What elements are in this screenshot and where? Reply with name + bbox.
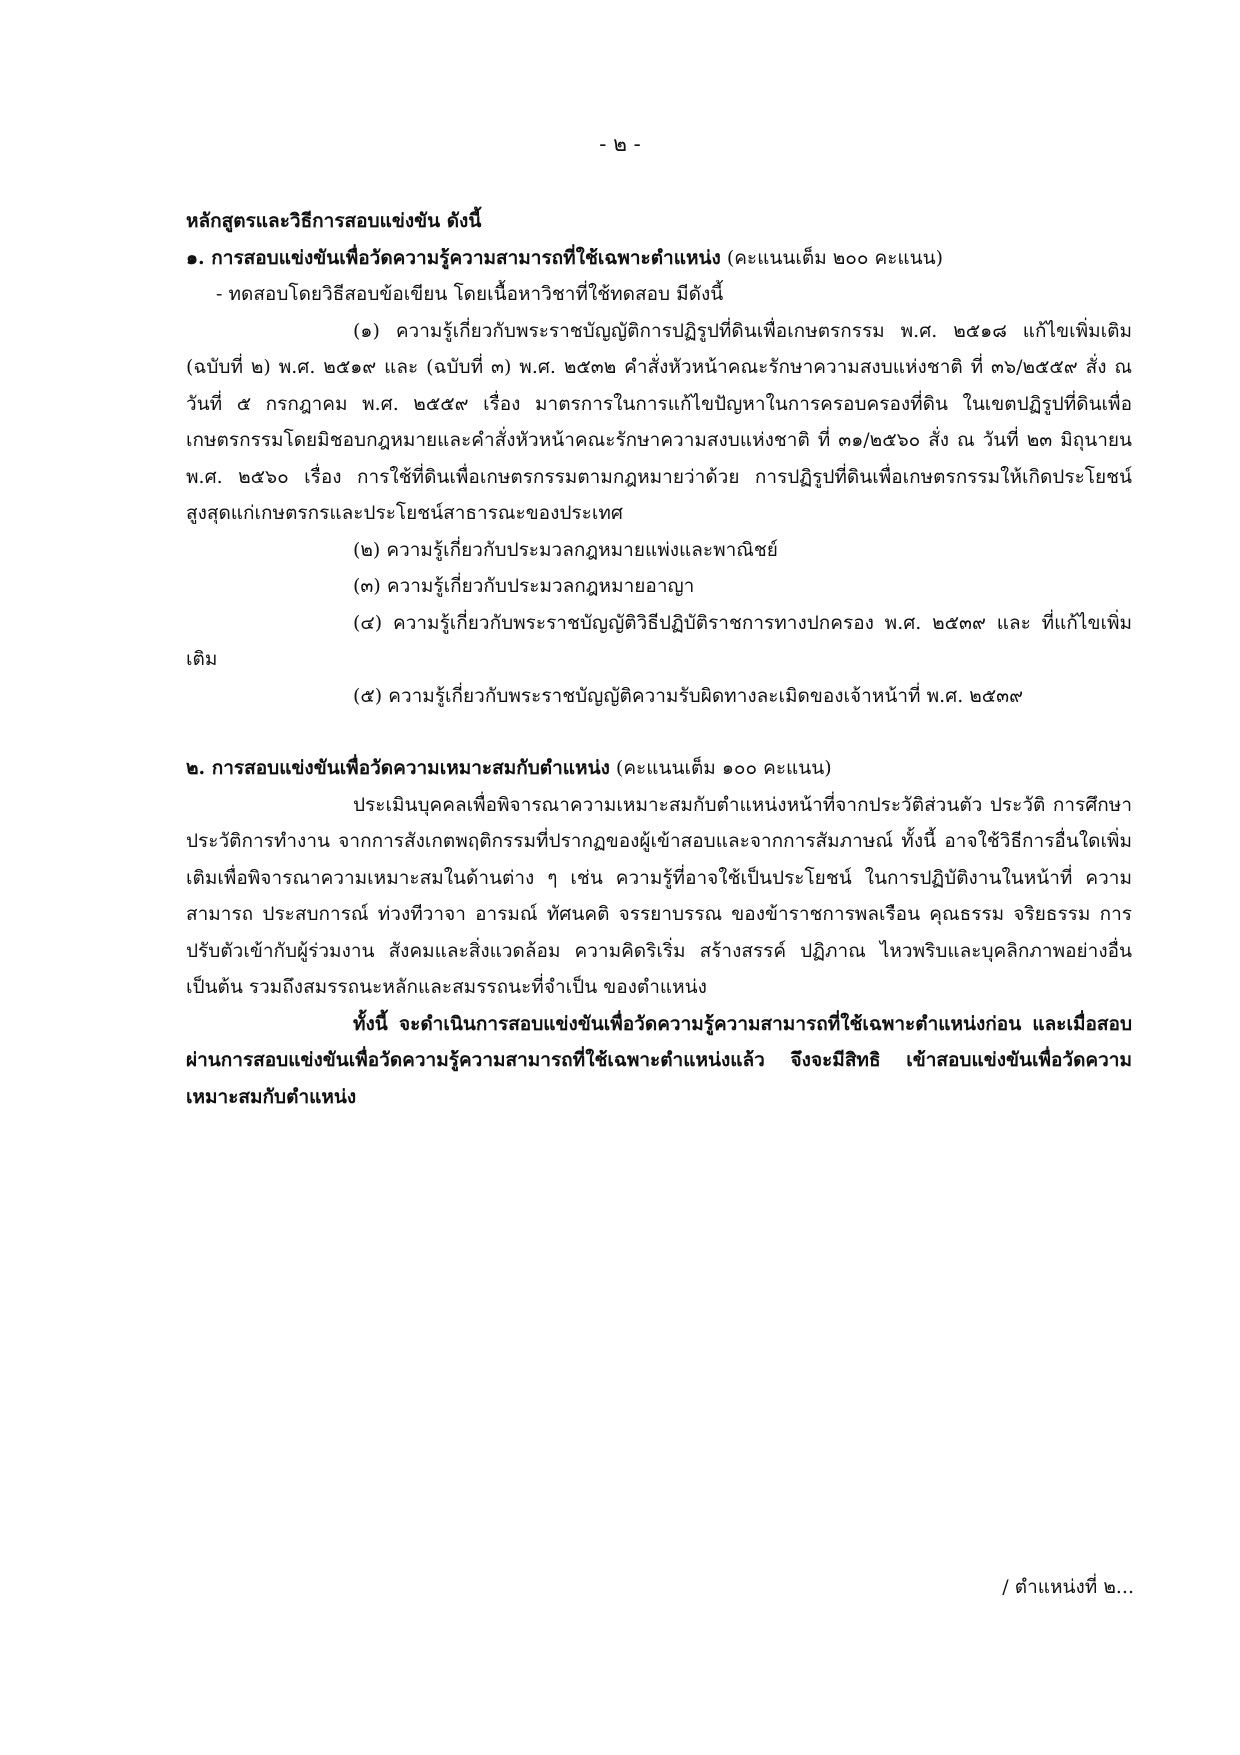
section1-item1: (๑) ความรู้เกี่ยวกับพระราชบัญญัติการปฏิรูปที่ดินเพื่อเกษตรกรรม พ.ศ. ๒๕๑๘ แก้ไขเพิ่มเติม (ฉบับที่ ๒) พ.ศ. ๒๕๑๙ และ (ฉบับที่ ๓) พ.ศ. ๒๕๓๒ คำสั่งหัวหน้าคณะรักษาความสงบแห่งชาติ ที่ ๓๖/๒๕๕๙ สั่ง ณ วันที่ ๕ กรกฎาคม พ.ศ. ๒๕๕๙ เรื่อง มาตรการในการแก้ไขปัญหาในการครอบครองที่ดิน ในเขตปฏิรูปที่ดินเพื่อเกษตรกรรมโดยมิชอบกฎหมายและคำสั่งหัวหน้าคณะรักษาความสงบแห่งชาติ ที่ ๓๑/๒๕๖๐ สั่ง ณ วันที่ ๒๓ มิถุนายน พ.ศ. ๒๕๖๐ เรื่อง การใช้ที่ดินเพื่อเกษตรกรรมตามกฎหมายว่าด้วย การปฏิรูปที่ดินเพื่อเกษตรกรรมให้เกิดประโยชน์สูงสุดแก่เกษตรกรและประโยชน์สาธารณะของประเทศ — [186, 319, 1132, 524]
footer-continuation: / ตำแหน่งที่ ๒... — [1002, 1576, 1134, 1598]
section1-title: ๑. การสอบแข่งขันเพื่อวัดความรู้ความสามารถที่ใช้เฉพาะตำแหน่ง — [186, 246, 721, 269]
page-number: - ๒ - — [599, 132, 641, 156]
section1-score: (คะแนนเต็ม ๒๐๐ คะแนน) — [726, 246, 944, 269]
document-body — [186, 203, 1132, 1115]
section1-item4: (๔) ความรู้เกี่ยวกับพระราชบัญญัติวิธีปฏิบัติราชการทางปกครอง พ.ศ. ๒๕๓๙ และ ที่แก้ไขเพิ่มเติม — [186, 611, 1132, 670]
section2-body: ประเมินบุคคลเพื่อพิจารณาความเหมาะสมกับตำแหน่งหน้าที่จากประวัติส่วนตัว ประวัติ การศึกษา ประวัติการทำงาน จากการสังเกตพฤติกรรมที่ปรากฏของผู้เข้าสอบและจากการสัมภาษณ์ ทั้งนี้ อาจใช้วิธีการอื่นใดเพิ่มเติมเพื่อพิจารณาความเหมาะสมในด้านต่าง ๆ เช่น ความรู้ที่อาจใช้เป็นประโยชน์ ในการปฏิบัติงานในหน้าที่ ความสามารถ ประสบการณ์ ท่วงทีวาจา อารมณ์ ทัศนคติ จรรยาบรรณ ของข้าราชการพลเรือน คุณธรรม จริยธรรม การปรับตัวเข้ากับผู้ร่วมงาน สังคมและสิ่งแวดล้อม ความคิดริเริ่ม สร้างสรรค์ ปฏิภาณ ไหวพริบและบุคลิกภาพอย่างอื่น เป็นต้น รวมถึงสมรรถนะหลักและสมรรถนะที่จำเป็น ของตำแหน่ง — [186, 793, 1132, 998]
section2-title: ๒. การสอบแข่งขันเพื่อวัดความเหมาะสมกับตำแหน่ง — [186, 757, 610, 779]
section1-item2: (๒) ความรู้เกี่ยวกับประมวลกฎหมายแพ่งและพาณิชย์ — [353, 538, 778, 561]
section1-intro: - ทดสอบโดยวิธีสอบข้อเขียน โดยเนื้อหาวิชาที่ใช้ทดสอบ มีดังนี้ — [216, 283, 724, 305]
section1-item5: (๕) ความรู้เกี่ยวกับพระราชบัญญัติความรับผิดทางละเมิดของเจ้าหน้าที่ พ.ศ. ๒๕๓๙ — [353, 684, 1024, 707]
heading: หลักสูตรและวิธีการสอบแข่งขัน ดังนี้ — [186, 210, 482, 232]
section1-title-line — [186, 240, 1132, 277]
section2-title-line — [186, 750, 1132, 787]
section1-item3: (๓) ความรู้เกี่ยวกับประมวลกฎหมายอาญา — [353, 575, 695, 597]
section2-score: (คะแนนเต็ม ๑๐๐ คะแนน) — [615, 757, 832, 779]
section-gap — [186, 714, 1132, 750]
conclusion: ทั้งนี้ จะดำเนินการสอบแข่งขันเพื่อวัดความรู้ความสามารถที่ใช้เฉพาะตำแหน่งก่อน และเมื่อสอบผ่านการสอบแข่งขันเพื่อวัดความรู้ความสามารถที่ใช้เฉพาะตำแหน่งแล้ว จึงจะมีสิทธิ เข้าสอบแข่งขันเพื่อวัดความเหมาะสมกับตำแหน่ง — [186, 1012, 1132, 1108]
